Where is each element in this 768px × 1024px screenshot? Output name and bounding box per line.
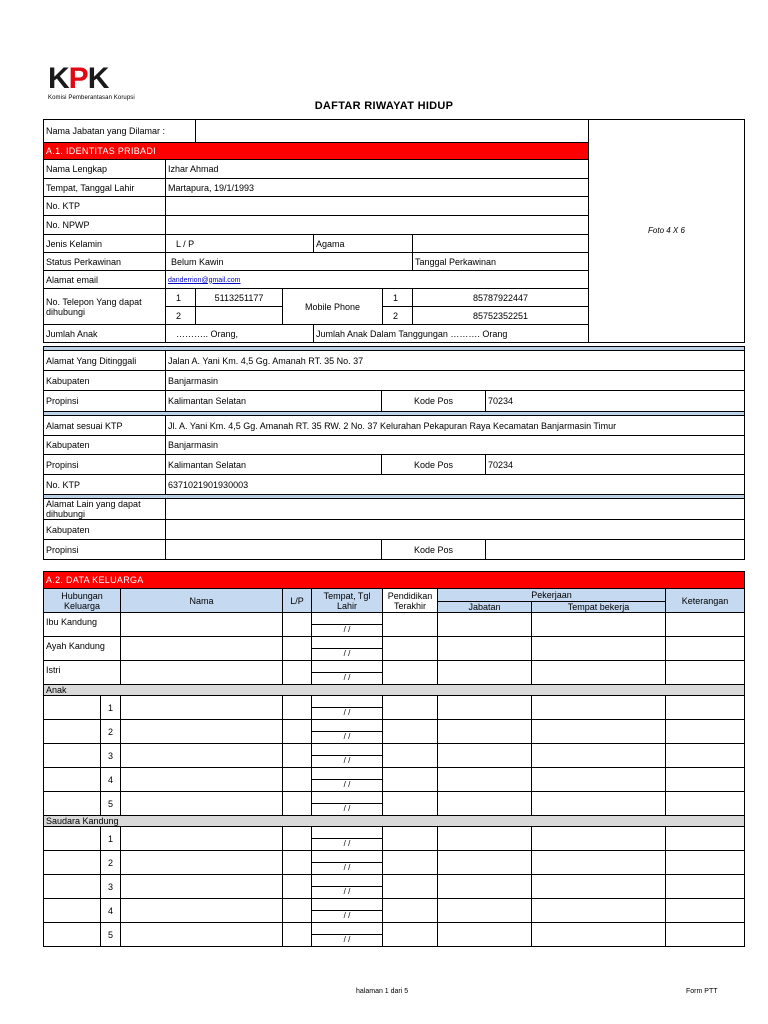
nama-label: Nama Lengkap	[44, 160, 166, 179]
telp2-field[interactable]	[196, 307, 283, 325]
tgl-kawin-label: Tanggal Perkawinan	[413, 253, 589, 271]
ttl-field[interactable]: Martapura, 19/1/1993	[166, 179, 589, 197]
name-field[interactable]	[121, 613, 283, 637]
keterangan-field[interactable]	[666, 792, 745, 816]
name-field[interactable]	[121, 661, 283, 685]
hubungan-header: Hubungan Keluarga	[44, 589, 121, 613]
date-slashes: / /	[312, 838, 382, 850]
keterangan-field[interactable]	[666, 661, 745, 685]
name-field[interactable]	[121, 720, 283, 744]
name-field[interactable]	[121, 875, 283, 899]
telp1-number: 1	[166, 289, 196, 307]
relation-field[interactable]	[44, 696, 101, 720]
tempat-kerja-field[interactable]	[532, 768, 666, 792]
saudara-rows	[44, 827, 745, 947]
lp-field[interactable]	[283, 661, 312, 685]
pendidikan-field[interactable]	[383, 696, 438, 720]
mobile-label: Mobile Phone	[283, 289, 383, 325]
identity-table	[43, 119, 745, 343]
keterangan-field[interactable]	[666, 696, 745, 720]
jabatan-header: Jabatan	[438, 602, 532, 613]
addr3-prov-label: Propinsi	[44, 540, 166, 560]
table-row	[44, 899, 745, 923]
ttl-field[interactable]	[312, 696, 383, 720]
tempat-kerja-field[interactable]	[532, 613, 666, 637]
row-number: 2	[101, 851, 121, 875]
page-number: halaman 1 dari 5	[356, 988, 409, 995]
addr1-prov-label: Propinsi	[44, 391, 166, 412]
jabatan-field[interactable]	[438, 899, 532, 923]
date-slashes: / /	[312, 755, 382, 767]
lp-field[interactable]	[283, 827, 312, 851]
pendidikan-field[interactable]	[383, 875, 438, 899]
status-field[interactable]: Belum Kawin	[166, 253, 413, 271]
jk-field[interactable]: L / P	[166, 235, 314, 253]
lp-field[interactable]	[283, 696, 312, 720]
ttl-field[interactable]	[312, 827, 383, 851]
hp1-number: 1	[383, 289, 413, 307]
keterangan-field[interactable]	[666, 851, 745, 875]
addr1-kode-field[interactable]: 70234	[486, 391, 745, 412]
row-number: 1	[101, 827, 121, 851]
addr2-prov-field[interactable]: Kalimantan Selatan	[166, 455, 382, 475]
addr2-prov-label: Propinsi	[44, 455, 166, 475]
name-field[interactable]	[121, 792, 283, 816]
name-field[interactable]	[121, 899, 283, 923]
addr2-ktp-field[interactable]: 6371021901930003	[166, 475, 745, 495]
lp-field[interactable]	[283, 923, 312, 947]
tempat-kerja-field[interactable]	[532, 720, 666, 744]
relation-field[interactable]	[44, 851, 101, 875]
name-field[interactable]	[121, 637, 283, 661]
jabatan-field[interactable]	[438, 923, 532, 947]
family-table	[43, 571, 745, 947]
addr2-ktp-label: No. KTP	[44, 475, 166, 495]
ttl-header: Tempat, Tgl Lahir	[312, 589, 383, 613]
jabatan-field[interactable]	[438, 768, 532, 792]
jabatan-field[interactable]	[438, 851, 532, 875]
keterangan-field[interactable]	[666, 827, 745, 851]
parents-rows	[44, 613, 745, 685]
keterangan-field[interactable]	[666, 720, 745, 744]
name-field[interactable]	[121, 696, 283, 720]
lp-field[interactable]	[283, 792, 312, 816]
addr2-field[interactable]: Jl. A. Yani Km. 4,5 Gg. Amanah RT. 35 RW. 2 No. 37 Kelurahan Pekapuran Raya Kecamatan Banjarmasin Timur	[166, 416, 745, 436]
lp-field[interactable]	[283, 768, 312, 792]
tempat-kerja-field[interactable]	[532, 875, 666, 899]
keterangan-field[interactable]	[666, 923, 745, 947]
addr3-kode-label: Kode Pos	[382, 540, 486, 560]
ttl-field[interactable]	[312, 851, 383, 875]
addr2-kab-field[interactable]: Banjarmasin	[166, 436, 745, 455]
tempat-kerja-field[interactable]	[532, 899, 666, 923]
relation-label: Ibu Kandung	[44, 613, 121, 637]
pendidikan-field[interactable]	[383, 720, 438, 744]
addr3-kab-label: Kabupaten	[44, 520, 166, 540]
date-slashes: / /	[312, 862, 382, 874]
relation-field[interactable]	[44, 792, 101, 816]
row-number: 3	[101, 875, 121, 899]
npwp-field[interactable]	[166, 216, 589, 235]
telp2-number: 2	[166, 307, 196, 325]
ttl-field[interactable]	[312, 637, 383, 661]
date-slashes: / /	[312, 803, 382, 815]
pendidikan-field[interactable]	[383, 661, 438, 685]
table-row	[44, 744, 745, 768]
anak-label: Jumlah Anak	[44, 325, 166, 343]
agama-field[interactable]	[413, 235, 589, 253]
date-slashes: / /	[312, 934, 382, 946]
telp-label: No. Telepon Yang dapat dihubungi	[44, 289, 166, 325]
relation-field[interactable]	[44, 875, 101, 899]
table-row	[44, 768, 745, 792]
keterangan-field[interactable]	[666, 613, 745, 637]
ttl-field[interactable]	[312, 661, 383, 685]
table-row	[44, 827, 745, 851]
date-slashes: / /	[312, 707, 382, 719]
date-slashes: / /	[312, 731, 382, 743]
relation-label: Istri	[44, 661, 121, 685]
pendidikan-field[interactable]	[383, 744, 438, 768]
pendidikan-field[interactable]	[383, 613, 438, 637]
pendidikan-field[interactable]	[383, 827, 438, 851]
relation-field[interactable]	[44, 744, 101, 768]
row-number: 4	[101, 899, 121, 923]
keterangan-field[interactable]	[666, 768, 745, 792]
photo-label: Foto 4 X 6	[648, 226, 685, 235]
table-row	[44, 720, 745, 744]
name-field[interactable]	[121, 827, 283, 851]
lp-header: L/P	[283, 589, 312, 613]
ttl-field[interactable]	[312, 899, 383, 923]
pendidikan-header: Pendidikan Terakhir	[383, 589, 438, 613]
addr1-prov-field[interactable]: Kalimantan Selatan	[166, 391, 382, 412]
ttl-field[interactable]	[312, 720, 383, 744]
addr3-kode-field[interactable]	[486, 540, 745, 560]
addr1-label: Alamat Yang Ditinggali	[44, 351, 166, 371]
addr1-kab-label: Kabupaten	[44, 371, 166, 391]
ttl-field[interactable]	[312, 768, 383, 792]
photo-box	[589, 120, 745, 343]
date-slashes: / /	[312, 648, 382, 660]
jabatan-label: Nama Jabatan yang Dilamar :	[44, 120, 196, 143]
anak-rows	[44, 696, 745, 816]
row-number: 3	[101, 744, 121, 768]
logo-letters: KPK	[48, 62, 109, 95]
kpk-logo	[48, 62, 135, 102]
nama-header: Nama	[121, 589, 283, 613]
telp1-field[interactable]: 5113251177	[196, 289, 283, 307]
anak-section-label: Anak	[44, 685, 745, 696]
jabatan-field[interactable]	[438, 792, 532, 816]
jabatan-field[interactable]	[438, 637, 532, 661]
ktp-field[interactable]	[166, 197, 589, 216]
ttl-field[interactable]	[312, 613, 383, 637]
addr3-field[interactable]	[166, 499, 745, 520]
pendidikan-field[interactable]	[383, 637, 438, 661]
jabatan-field[interactable]	[438, 827, 532, 851]
document-title: DAFTAR RIWAYAT HIDUP	[314, 100, 454, 112]
row-number: 1	[101, 696, 121, 720]
date-slashes: / /	[312, 624, 382, 636]
logo-subtitle: Komisi Pemberantasan Korupsi	[48, 95, 135, 101]
relation-label: Ayah Kandung	[44, 637, 121, 661]
addr2-kode-field[interactable]: 70234	[486, 455, 745, 475]
ttl-field[interactable]	[312, 792, 383, 816]
pekerjaan-header: Pekerjaan	[438, 589, 666, 602]
hp2-field[interactable]: 85752352251	[413, 307, 589, 325]
addr3-label: Alamat Lain yang dapat dihubungi	[44, 499, 166, 520]
form-code: Form PTT	[686, 988, 718, 995]
nama-field[interactable]: Izhar Ahmad	[166, 160, 589, 179]
table-row	[44, 851, 745, 875]
tempat-kerja-field[interactable]	[532, 637, 666, 661]
section-a1-header: A.1. IDENTITAS PRIBADI	[44, 143, 589, 160]
row-number: 5	[101, 923, 121, 947]
keterangan-field[interactable]	[666, 744, 745, 768]
row-number: 4	[101, 768, 121, 792]
agama-label: Agama	[314, 235, 413, 253]
tempat-kerja-field[interactable]	[532, 696, 666, 720]
row-number: 2	[101, 720, 121, 744]
email-label: Alamat email	[44, 271, 166, 289]
ttl-field[interactable]	[312, 923, 383, 947]
jabatan-field[interactable]	[196, 120, 589, 143]
anak-field[interactable]: ……….. Orang,	[166, 325, 314, 343]
tanggungan-field[interactable]: Jumlah Anak Dalam Tanggungan ………. Orang	[314, 325, 589, 343]
ttl-field[interactable]	[312, 875, 383, 899]
date-slashes: / /	[312, 779, 382, 791]
relation-field[interactable]	[44, 899, 101, 923]
table-row	[44, 661, 745, 685]
tempat-kerja-field[interactable]	[532, 827, 666, 851]
keterangan-field[interactable]	[666, 899, 745, 923]
keterangan-header: Keterangan	[666, 589, 745, 613]
table-row	[44, 637, 745, 661]
address-table	[43, 346, 745, 560]
name-field[interactable]	[121, 923, 283, 947]
lp-field[interactable]	[283, 613, 312, 637]
name-field[interactable]	[121, 851, 283, 875]
table-row	[44, 792, 745, 816]
pendidikan-field[interactable]	[383, 792, 438, 816]
table-row	[44, 613, 745, 637]
lp-field[interactable]	[283, 744, 312, 768]
lp-field[interactable]	[283, 720, 312, 744]
addr2-kode-label: Kode Pos	[382, 455, 486, 475]
name-field[interactable]	[121, 744, 283, 768]
lp-field[interactable]	[283, 851, 312, 875]
tempat-kerja-field[interactable]	[532, 792, 666, 816]
tempat-kerja-header: Tempat bekerja	[532, 602, 666, 613]
hp2-number: 2	[383, 307, 413, 325]
addr2-label: Alamat sesuai KTP	[44, 416, 166, 436]
keterangan-field[interactable]	[666, 637, 745, 661]
relation-field[interactable]	[44, 768, 101, 792]
tempat-kerja-field[interactable]	[532, 851, 666, 875]
date-slashes: / /	[312, 886, 382, 898]
addr1-kab-field[interactable]: Banjarmasin	[166, 371, 745, 391]
addr3-kab-field[interactable]	[166, 520, 745, 540]
hp1-field[interactable]: 85787922447	[413, 289, 589, 307]
lp-field[interactable]	[283, 875, 312, 899]
status-label: Status Perkawinan	[44, 253, 166, 271]
ttl-label: Tempat, Tanggal Lahir	[44, 179, 166, 197]
row-number: 5	[101, 792, 121, 816]
name-field[interactable]	[121, 768, 283, 792]
pendidikan-field[interactable]	[383, 923, 438, 947]
relation-field[interactable]	[44, 720, 101, 744]
relation-field[interactable]	[44, 923, 101, 947]
jabatan-field[interactable]	[438, 696, 532, 720]
jabatan-field[interactable]	[438, 661, 532, 685]
npwp-label: No. NPWP	[44, 216, 166, 235]
pendidikan-field[interactable]	[383, 851, 438, 875]
ttl-field[interactable]	[312, 744, 383, 768]
jk-label: Jenis Kelamin	[44, 235, 166, 253]
jabatan-field[interactable]	[438, 875, 532, 899]
ktp-label: No. KTP	[44, 197, 166, 216]
lp-field[interactable]	[283, 899, 312, 923]
date-slashes: / /	[312, 672, 382, 684]
addr1-field[interactable]: Jalan A. Yani Km. 4,5 Gg. Amanah RT. 35 No. 37	[166, 351, 745, 371]
addr1-kode-label: Kode Pos	[382, 391, 486, 412]
addr2-kab-label: Kabupaten	[44, 436, 166, 455]
section-a2-header: A.2. DATA KELUARGA	[44, 572, 745, 589]
lp-field[interactable]	[283, 637, 312, 661]
relation-field[interactable]	[44, 827, 101, 851]
jabatan-field[interactable]	[438, 744, 532, 768]
pendidikan-field[interactable]	[383, 899, 438, 923]
tempat-kerja-field[interactable]	[532, 661, 666, 685]
email-link[interactable]: danderrion@gmail.com	[168, 276, 241, 284]
table-row	[44, 875, 745, 899]
table-row	[44, 923, 745, 947]
addr3-prov-field[interactable]	[166, 540, 382, 560]
pendidikan-field[interactable]	[383, 768, 438, 792]
tempat-kerja-field[interactable]	[532, 744, 666, 768]
tempat-kerja-field[interactable]	[532, 923, 666, 947]
jabatan-field[interactable]	[438, 613, 532, 637]
saudara-section-label: Saudara Kandung	[44, 816, 745, 827]
keterangan-field[interactable]	[666, 875, 745, 899]
table-row	[44, 696, 745, 720]
date-slashes: / /	[312, 910, 382, 922]
jabatan-field[interactable]	[438, 720, 532, 744]
